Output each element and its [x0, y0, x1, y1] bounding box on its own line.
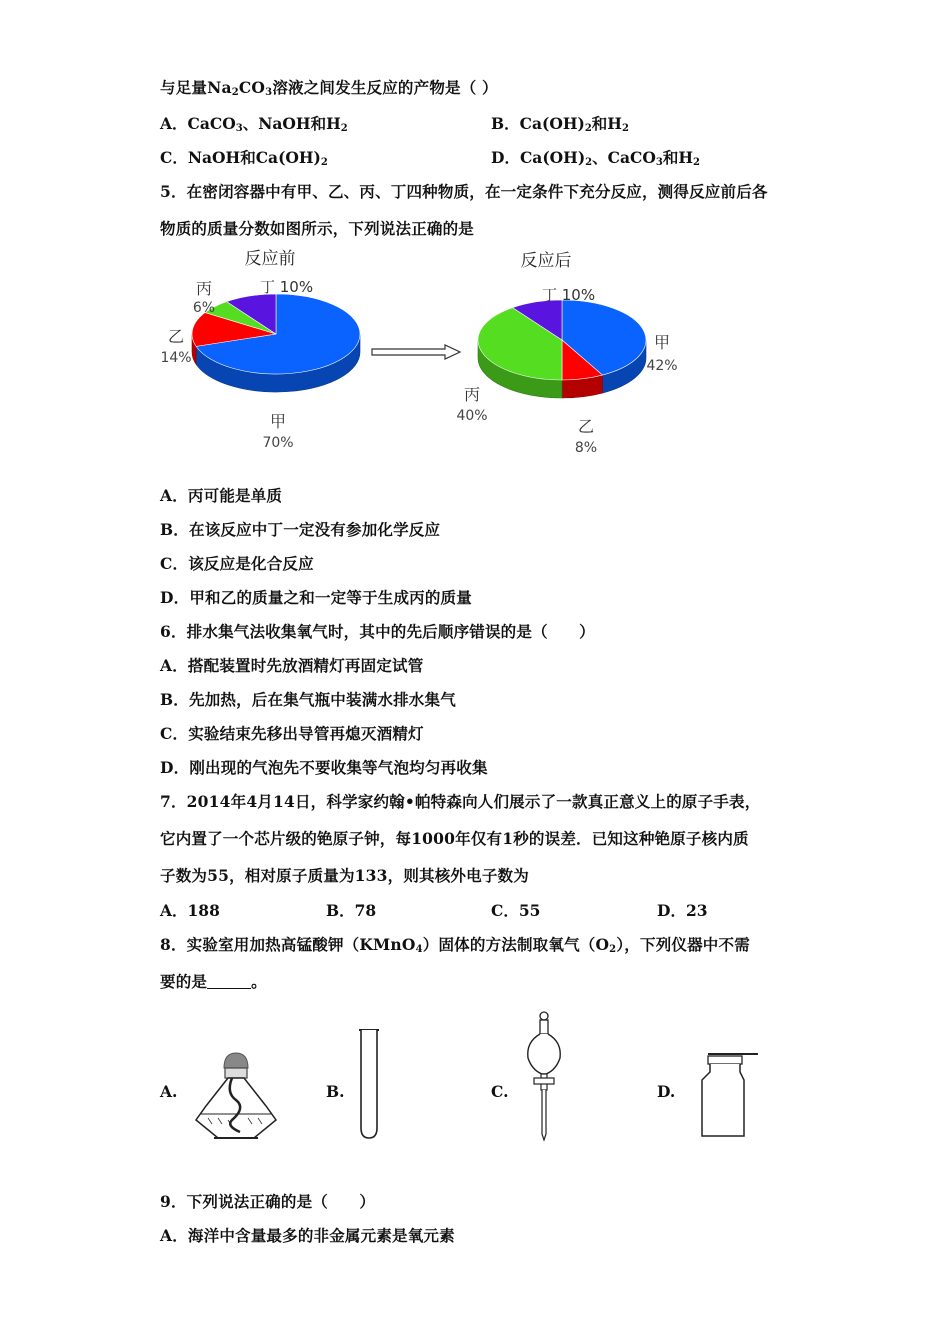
pie-value-丙: 40%: [456, 408, 488, 424]
q6-stem: 6．排水集气法收集氧气时，其中的先后顺序错误的是（ ）: [160, 622, 595, 641]
pie-label-丁: 丁 10%: [542, 286, 596, 304]
pie-label-丙: 丙: [463, 385, 481, 404]
q6-option-a: A．搭配装置时先放酒精灯再固定试管: [160, 656, 424, 675]
q4-option-a: A．CaCO$_3$、NaOH和$H_2$: [160, 114, 348, 134]
pie-value-乙: 8%: [574, 440, 598, 456]
q4-option-c: C．NaOH和$Ca(OH)_2$: [160, 148, 328, 168]
q6-option-c: C．实验结束先移出导管再熄灭酒精灯: [160, 724, 424, 743]
pie-label-甲: 甲: [653, 333, 671, 352]
answer-blank: [207, 974, 251, 989]
pie-label-丙: 丙: [195, 279, 213, 298]
pie-title: 反应后: [520, 251, 572, 271]
q7-stem-line3: 子数为55，相对原子质量为133，则其核外电子数为: [160, 866, 529, 885]
q5-option-b: B．在该反应中丁一定没有参加化学反应: [160, 520, 441, 539]
q7-option-c: C．55: [491, 901, 541, 920]
pie-after: [456, 251, 677, 456]
test-tube-icon: [355, 1026, 383, 1142]
q4-option-d: D．$Ca(OH)_2$、CaCO$_3$和$H_2$: [491, 148, 700, 168]
pie-charts-figure: [150, 242, 710, 462]
separatory-funnel-icon: [522, 1010, 566, 1144]
q5-stem-line1: 5．在密闭容器中有甲、乙、丙、丁四种物质，在一定条件下充分反应，测得反应前后各: [160, 182, 768, 201]
q4-option-b: B．$Ca(OH)_2$和$H_2$: [491, 114, 629, 134]
q7-option-d: D．23: [657, 901, 708, 920]
pie-before: [160, 249, 360, 451]
q9-option-a: A．海洋中含量最多的非金属元素是氧元素: [160, 1226, 455, 1245]
q8-stem-line1: 8．实验室用加热高锰酸钾（KMnO$_4$）固体的方法制取氧气$(O_2)$，下列仪器中不需: [160, 935, 750, 955]
q5-stem-line2: 物质的质量分数如图所示，下列说法正确的是: [160, 219, 475, 238]
gas-bottle-icon: [694, 1048, 760, 1142]
pie-label-乙: 乙: [577, 417, 595, 436]
q7-option-a: A．188: [160, 901, 220, 920]
pie-value-丙: 6%: [192, 300, 216, 316]
alcohol-lamp-icon: [188, 1048, 284, 1144]
q9-stem: 9．下列说法正确的是（ ）: [160, 1192, 376, 1211]
pie-value-乙: 14%: [160, 350, 192, 366]
q5-option-d: D．甲和乙的质量之和一定等于生成丙的质量: [160, 588, 472, 607]
arrow-icon: [372, 345, 460, 359]
q7-stem-line1: 7．2014年4月14日，科学家约翰•帕特森向人们展示了一款真正意义上的原子手表，: [160, 792, 761, 811]
q8-label-b: B.: [326, 1082, 345, 1101]
q8-label-d: D.: [657, 1082, 676, 1101]
q4-stem: 与足量$Na_2CO_3$溶液之间发生反应的产物是（ ）: [160, 78, 498, 98]
q7-option-b: B．78: [326, 901, 377, 920]
q8-stem-line2: 要的是 。: [160, 972, 267, 991]
pie-value-甲: 42%: [646, 358, 678, 374]
q6-option-b: B．先加热，后在集气瓶中装满水排水集气: [160, 690, 456, 709]
q8-label-c: C.: [491, 1082, 509, 1101]
q5-option-a: A．丙可能是单质: [160, 486, 283, 505]
q8-label-a: A.: [160, 1082, 178, 1101]
pie-label-甲: 甲: [269, 412, 287, 431]
q7-stem-line2: 它内置了一个芯片级的铯原子钟，每1000年仅有1秒的误差．已知这种铯原子核内质: [160, 829, 749, 848]
pie-label-丁: 丁 10%: [260, 278, 314, 296]
q6-option-d: D．刚出现的气泡先不要收集等气泡均匀再收集: [160, 758, 488, 777]
q5-option-c: C．该反应是化合反应: [160, 554, 314, 573]
pie-label-乙: 乙: [167, 327, 185, 346]
pie-value-甲: 70%: [262, 435, 294, 451]
pie-title: 反应前: [244, 249, 296, 269]
